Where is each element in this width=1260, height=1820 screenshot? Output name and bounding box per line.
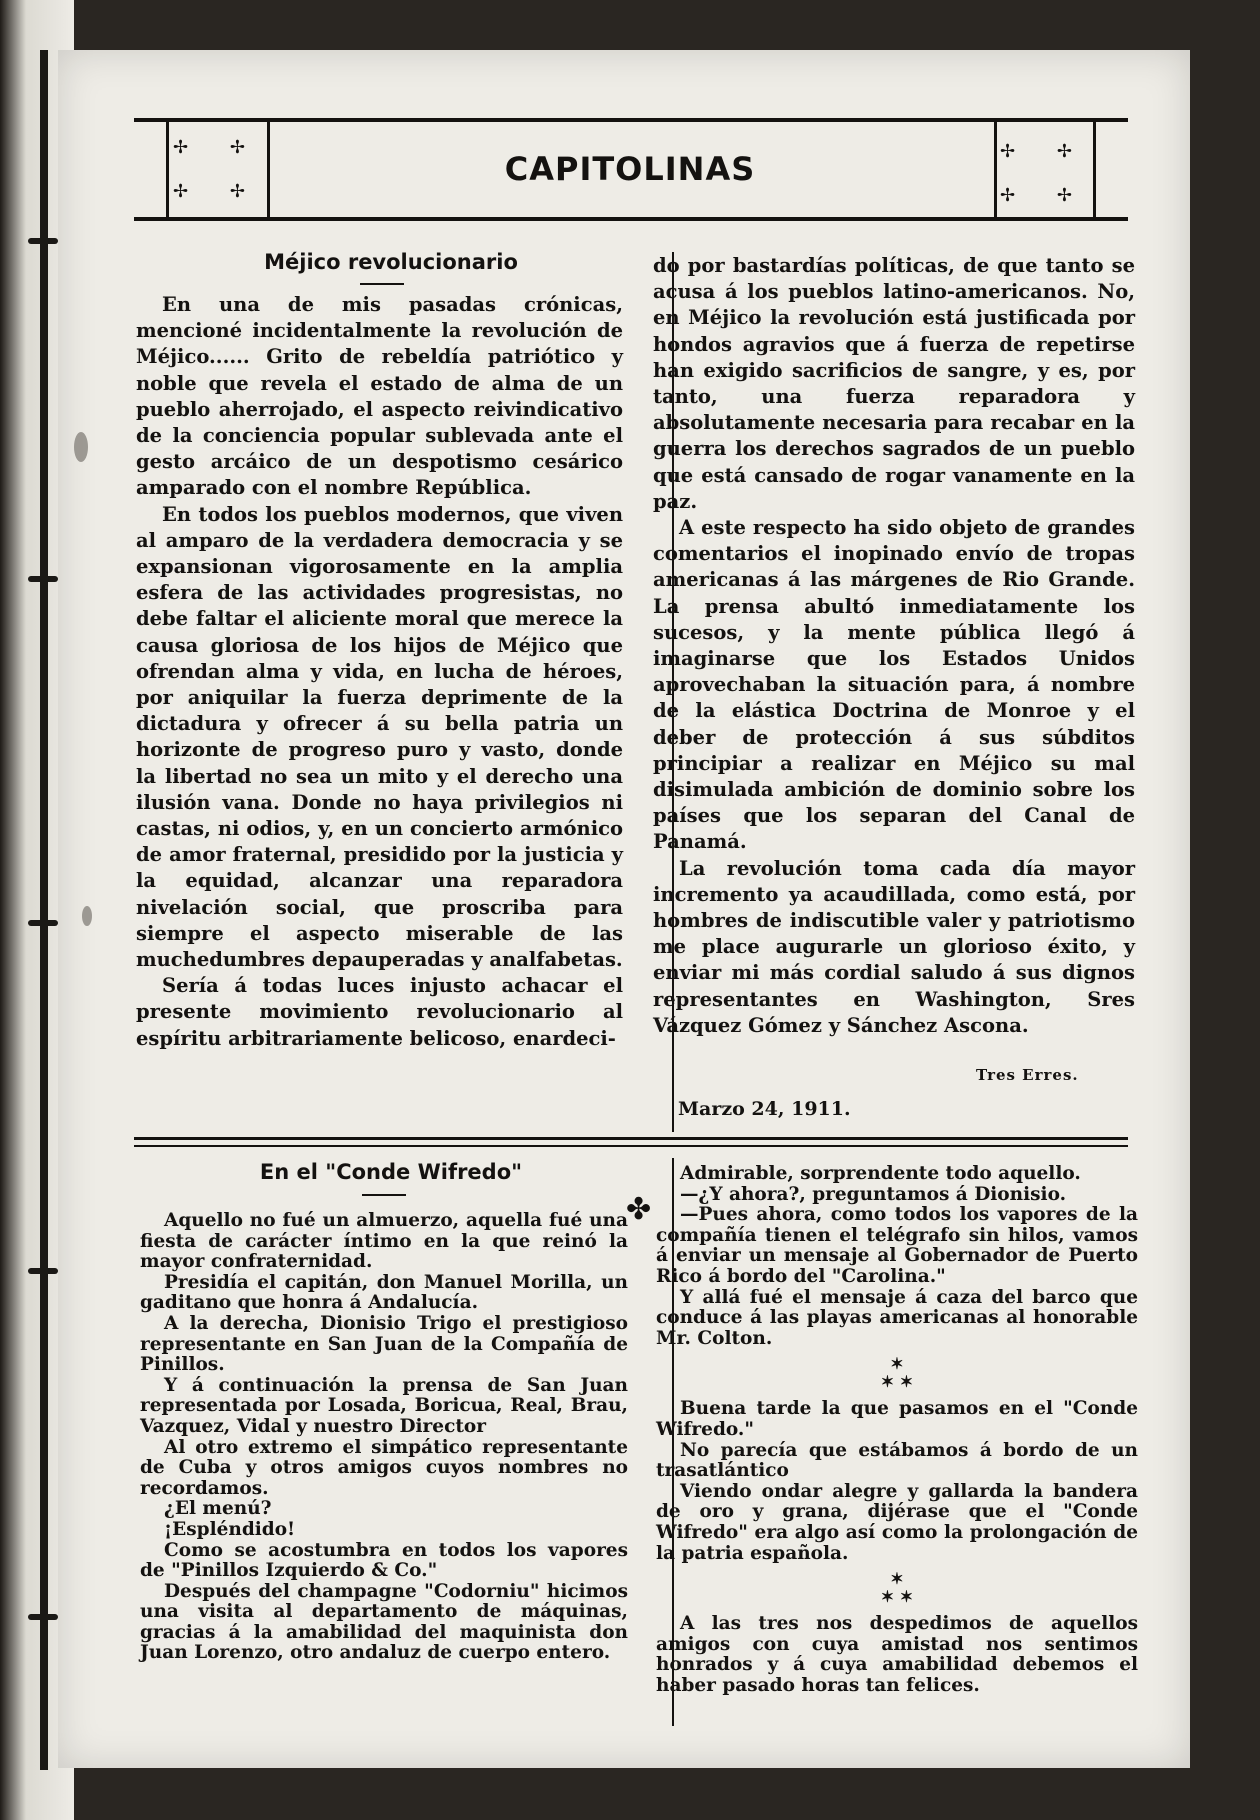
paragraph: do por bastardías políticas, de que tanto se acusa á los pueblos latino-americanos. No, en Méjico la revolución está justificada por hondos agravios que á fuerza de repetirse han exigido sacrificios de sangre, y es, por tanto, una fuerza reparadora y absolutamente necesaria para recabar en la guerra los derechos sagrados de un pueblo que está cansado de rogar vanamente en la paz. [653, 254, 1135, 513]
paragraph: Aquello no fué un almuerzo, aquella fué una fiesta de carácter íntimo en la que reinó la mayor confraternidad. [140, 1210, 628, 1273]
paragraph: En todos los pueblos modernos, que viven al amparo de la verdadera democracia y se expansionan vigorosamente en la amplia esfera de las actividades progresistas, no debe faltar el aliciente moral que merece la causa gloriosa de los hijos de Méjico que ofrendan alma y vida, en lucha de héroes, por aniquilar la fuerza deprimente de la dictadura y ofrecer á su bella patria un horizonte de progreso puro y vasto, donde la libertad no sea un mito y el derecho una ilusión vana. Donde no haya privilegios ni castas, ni odios, y, en un concierto armónico de amor fraternal, presidido por la justicia y la equidad, alcanzar una reparadora nivelación social, que proscriba para siempre el aspecto miserable de las muchedumbres depauperadas y analfabetas. [136, 502, 623, 972]
asterism-top: ✶ [890, 1354, 904, 1374]
binding-stitch [28, 238, 58, 244]
binding-stitch [28, 920, 58, 926]
article-date: Marzo 24, 1911. [678, 1098, 851, 1120]
paragraph: En una de mis pasadas crónicas, mencioné incidentalmente la revolución de Méjico...... Grito de rebeldía patriótico y noble que revela el estado de alma de un pueblo aherrojado, el aspecto reivindicativo de la conciencia popular sublevada ante el gesto arcáico de un despotismo cesárico amparado con el nombre República. [136, 293, 623, 500]
header-right-ornament [994, 121, 1096, 219]
paragraph: Después del champagne "Codorniu" hicimos una visita al departamento de máquinas, gracias á la amabilidad del maquinista don Juan Lorenzo, otro andaluz de cuerpo entero. [140, 1580, 628, 1664]
header-bottom-rule [134, 217, 1128, 221]
article-column-left [140, 1211, 628, 1664]
star-ornament-icon: ✢ ✢ [173, 181, 263, 202]
paragraph: No parecía que estábamos á bordo de un trasatlántico [656, 1439, 1138, 1482]
ink-blot [74, 432, 88, 462]
article-column-left [136, 292, 623, 1052]
ink-blot [82, 906, 92, 926]
asterism-bottom: ✶ ✶ [880, 1372, 914, 1392]
section-title: CAPITOLINAS [504, 150, 756, 188]
paragraph: Como se acostumbra en todos los vapores de "Pinillos Izquierdo & Co." [140, 1539, 628, 1582]
paragraph: Al otro extremo el simpático representante de Cuba y otros amigos cuyos nombres no recordamos. [140, 1436, 628, 1499]
header-left-ornament [166, 121, 270, 219]
binding-spine [40, 50, 48, 1770]
header-top-rule [134, 118, 1128, 122]
article-column-right [656, 1164, 1138, 1696]
paragraph: Y á continuación la prensa de San Juan representada por Losada, Boricua, Real, Brau, Vazquez, Vidal y nuestro Director [140, 1374, 628, 1437]
ornament-icon: ✤ [626, 1192, 652, 1227]
paragraph: —¿Y ahora?, preguntamos á Dionisio. [680, 1183, 1067, 1205]
binding-stitch [28, 576, 58, 582]
asterism-bottom: ✶ ✶ [880, 1587, 914, 1607]
asterism-icon [656, 1570, 1138, 1606]
article-separator [134, 1145, 1128, 1147]
paragraph: —Pues ahora, como todos los vapores de la compañía tienen el telégrafo sin hilos, vamos á enviar un mensaje al Gobernador de Puerto Rico á bordo del "Carolina." [656, 1204, 1138, 1287]
star-ornament-icon: ✢ ✢ [1000, 141, 1090, 162]
author-signature: Tres Erres. [976, 1066, 1079, 1084]
asterism-icon [656, 1355, 1138, 1391]
paragraph: Admirable, sorprendente todo aquello. [680, 1163, 1081, 1184]
binding-stitch [28, 1268, 58, 1274]
paragraph: ¿El menú? [164, 1498, 272, 1520]
paragraph: Buena tarde la que pasamos en el "Conde Wifredo." [656, 1398, 1138, 1440]
asterism-top: ✶ [890, 1569, 904, 1589]
paragraph: ¡Espléndido! [164, 1518, 296, 1540]
paragraph: Y allá fué el mensaje á caza del barco que conduce á las playas americanas al honorable Mr. Colton. [656, 1286, 1138, 1349]
paragraph: A las tres nos despedimos de aquellos amigos con cuya amistad nos sentimos honrados y á cuya amabilidad debemos el haber pasado horas tan felices. [656, 1613, 1138, 1696]
paragraph: Viendo ondar alegre y gallarda la bandera de oro y grana, dijérase que el "Conde Wifredo" era algo así como la prolongación de la patria española. [656, 1480, 1138, 1564]
article-title: En el "Conde Wifredo" [259, 1160, 523, 1184]
paragraph: A este respecto ha sido objeto de grandes comentarios el inopinado envío de tropas americanas á las márgenes de Rio Grande. La prensa abultó inmediatamente los sucesos, y la mente pública llegó á imaginarse que los Estados Unidos aprovechaban la situación para, á nombre de la elástica Doctrina de Monroe y el deber de protección á sus súbditos principiar a realizar en Méjico su mal disimulada ambición de dominio sobre los países que los separan del Canal de Panamá. [653, 516, 1135, 854]
article-title: Méjico revolucionario [264, 250, 518, 274]
paragraph: Sería á todas luces injusto achacar el presente movimiento revolucionario al espíritu arbitrariamente belicoso, enardeci- [136, 974, 623, 1050]
article-separator [134, 1137, 1128, 1140]
paragraph: La revolución toma cada día mayor incremento ya acaudillada, como está, por hombres de indiscutible valer y patriotismo me place augurarle un glorioso éxito, y enviar mi más cordial saludo á sus dignos representantes en Washington, Sres Vázquez Gómez y Sánchez Ascona. [653, 856, 1135, 1037]
title-rule [362, 1194, 406, 1196]
article-column-right [653, 253, 1135, 1039]
star-ornament-icon: ✢ ✢ [1000, 185, 1090, 206]
star-ornament-icon: ✢ ✢ [173, 137, 263, 158]
binding-stitch [28, 1614, 58, 1620]
title-rule [360, 283, 404, 285]
paragraph: A la derecha, Dionisio Trigo el prestigioso representante en San Juan de la Compañía de Pinillos. [140, 1312, 628, 1376]
paragraph: Presidía el capitán, don Manuel Morilla, un gaditano que honra á Andalucía. [140, 1271, 628, 1314]
